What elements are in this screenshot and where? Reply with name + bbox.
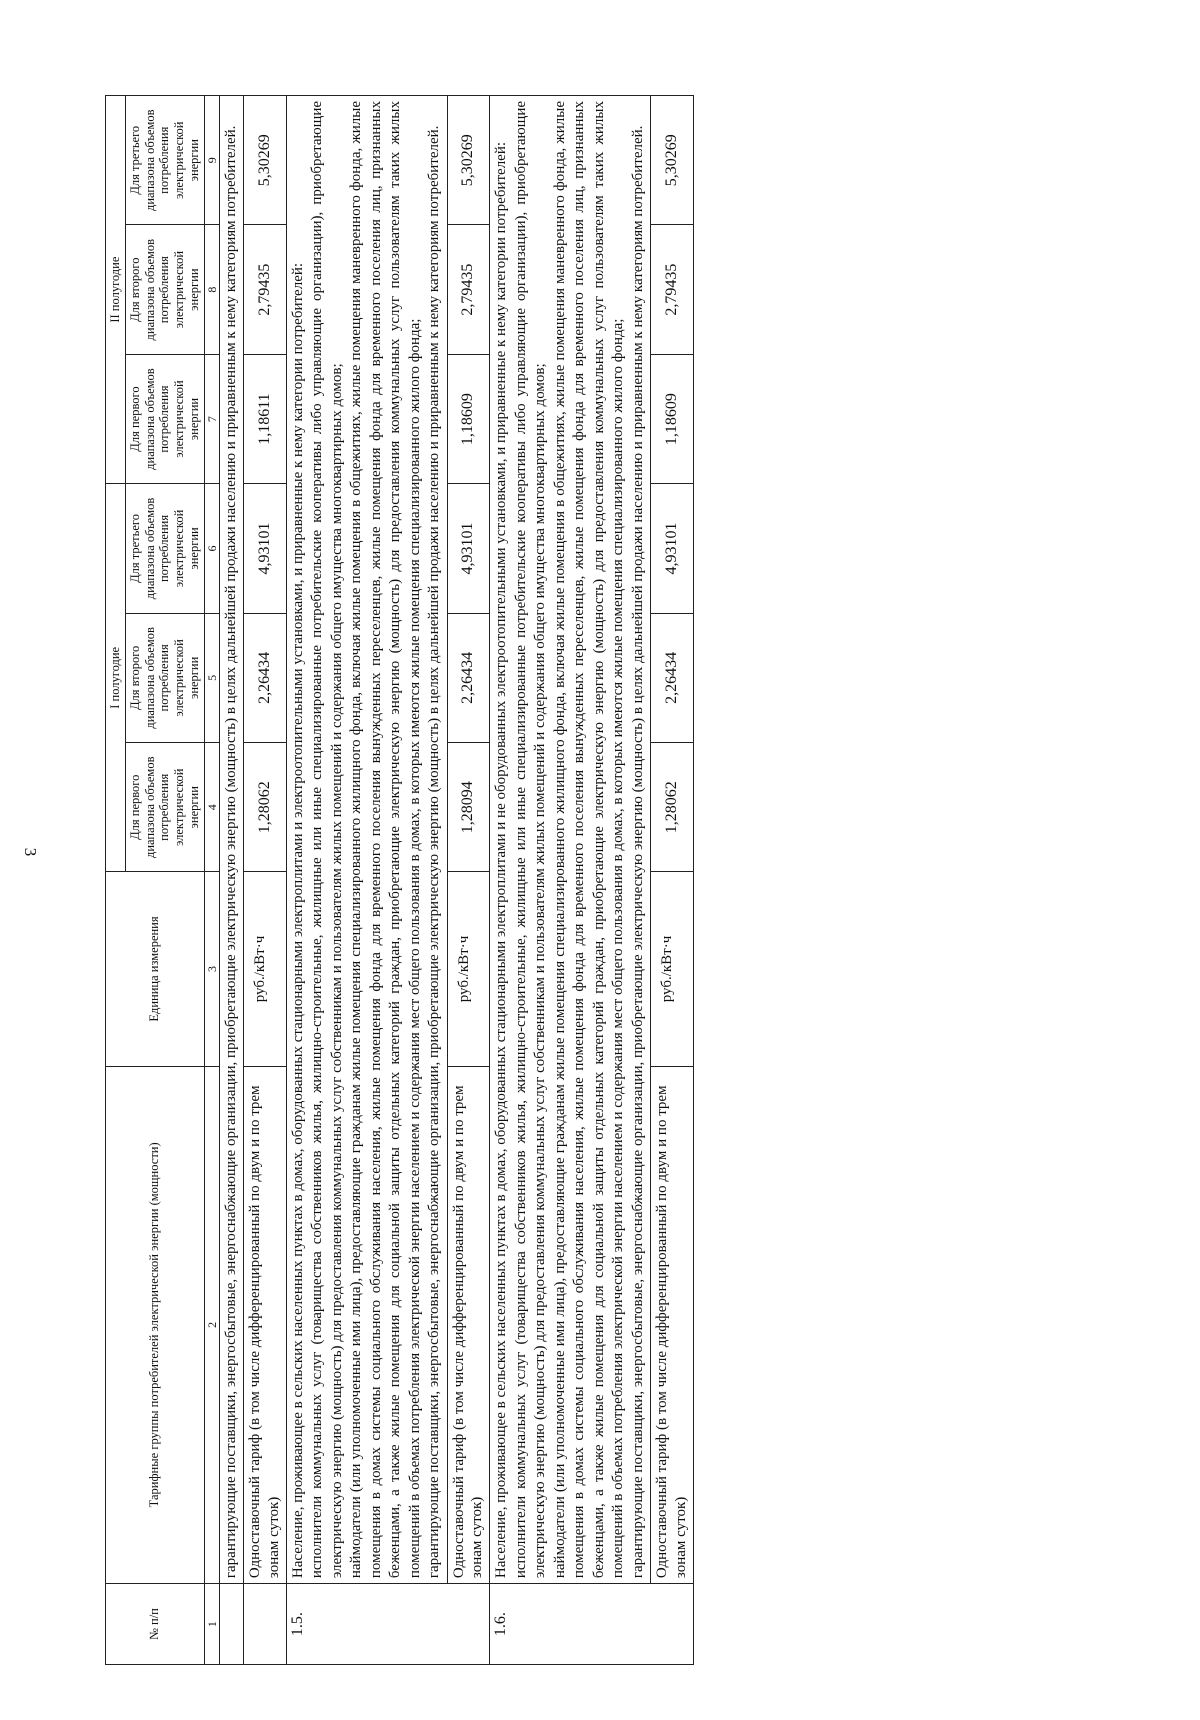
tariff-value: 2,26434	[244, 613, 287, 742]
tariff-value: 2,26434	[651, 613, 694, 742]
header-range-3: Для третьего диапазона объемов потребления электрической энергии	[125, 484, 204, 613]
table-row	[447, 96, 490, 1665]
num-cell	[244, 1584, 287, 1665]
section-number: 1.5.	[286, 1584, 490, 1665]
tariff-value: 1,28062	[651, 743, 694, 872]
table-row	[651, 96, 694, 1665]
tariff-value: 5,30269	[651, 96, 694, 225]
header-range-6: Для третьего диапазона объемов потребления электрической энергии	[125, 96, 204, 225]
column-index: 4	[204, 743, 219, 872]
column-index: 7	[204, 354, 219, 483]
tariff-unit: руб./кВт·ч	[447, 872, 490, 1066]
header-unit: Единица измерения	[106, 872, 205, 1066]
tariff-value: 1,18611	[244, 354, 287, 483]
tariff-label: Одноставочный тариф (в том числе дифференцированный по двум и по трем зонам суток)	[447, 1066, 490, 1584]
description-paragraph: исполнители коммунальных услуг (товарищества собственников жилья, жилищно-строительные, жилищные или иные специализированные потребительские кооперативы либо управляющие организации), приобретающие электрическую энергию (мощность) для предоставления коммунальных услуг собственникам и пользователям жилых помещений и содержания общего имущества многоквартирных домов;	[512, 101, 548, 1579]
tariff-value: 4,93101	[447, 484, 490, 613]
tariff-value: 4,93101	[244, 484, 287, 613]
header-range-2: Для второго диапазона объемов потребления электрической энергии	[125, 613, 204, 742]
num-cell	[219, 1584, 244, 1665]
header-range-1: Для первого диапазона объемов потребления электрической энергии	[125, 743, 204, 872]
header-range-4: Для первого диапазона объемов потребления электрической энергии	[125, 354, 204, 483]
group-description	[490, 96, 651, 1584]
tariff-value: 2,26434	[447, 613, 490, 742]
rotated-page-content	[105, 95, 1095, 1665]
table-row	[286, 96, 447, 1665]
header-half2: II полугодие	[106, 96, 126, 484]
tariff-value: 2,79435	[244, 225, 287, 354]
tariff-value: 1,18609	[447, 354, 490, 483]
tariff-label: Одноставочный тариф (в том числе дифференцированный по двум и по трем зонам суток)	[651, 1066, 694, 1584]
column-index-row	[204, 96, 219, 1665]
tariff-table	[105, 95, 694, 1665]
tariff-value: 2,79435	[651, 225, 694, 354]
tariff-value: 1,18609	[651, 354, 694, 483]
description-paragraph: наймодатели (или уполномоченные ими лица), предоставляющие гражданам жилые помещения специализированного жилищного фонда, включая жилые помещения в общежитиях, жилые помещения маневренного фонда, жилые помещения в домах системы социального обслуживания населения, жилые помещения фонда для временного поселения вынужденных переселенцев, жилые помещения фонда для временного поселения лиц, признанных беженцами, а также жилые помещения для социальной защиты отдельных категорий граждан, приобретающие электрическую энергию (мощность) для предоставления коммунальных услуг пользователям таких жилых помещений в объемах потребления электрической энергии населением и содержания мест общего пользования в домах, в которых имеются жилые помещения специализированного жилого фонда;	[348, 101, 423, 1579]
column-index: 8	[204, 225, 219, 354]
description-paragraph: Население, проживающее в сельских населенных пунктах в домах, оборудованных стационарными электроплитами и электроотопительными установками, и приравненные к нему категории потребителей:	[289, 262, 306, 1579]
tariff-value: 5,30269	[447, 96, 490, 225]
description-paragraph: Население, проживающее в сельских населенных пунктах в домах, оборудованных стационарными электроплитами и не оборудованных электроотопительными установками, и приравненные к нему категории потребителей:	[493, 141, 509, 1579]
tariff-unit: руб./кВт·ч	[244, 872, 287, 1066]
header-half1: I полугодие	[106, 484, 126, 872]
table-row	[244, 96, 287, 1665]
section-number: 1.6.	[490, 1584, 694, 1665]
column-index: 3	[204, 872, 219, 1066]
description-paragraph: наймодатели (или уполномоченные ими лица), предоставляющие гражданам жилые помещения специализированного жилищного фонда, включая жилые помещения в общежитиях, жилые помещения маневренного фонда, жилые помещения в домах системы социального обслуживания населения, жилые помещения фонда для временного поселения вынужденных переселенцев, жилые помещения фонда для временного поселения лиц, признанных беженцами, а также жилые помещения для социальной защиты отдельных категорий граждан, приобретающие электрическую энергию (мощность) для предоставления коммунальных услуг пользователям таких жилых помещений в объемах потребления электрической энергии населением и содержания мест общего пользования в домах, в которых имеются жилые помещения специализированного жилого фонда;	[551, 101, 626, 1579]
column-index: 5	[204, 613, 219, 742]
tariff-value: 1,28094	[447, 743, 490, 872]
header-group: Тарифные группы потребителей электрической энергии (мощности)	[106, 1066, 205, 1584]
header-num: № п/п	[106, 1584, 205, 1665]
tariff-value: 5,30269	[244, 96, 287, 225]
page-number: 3	[21, 847, 40, 857]
column-index: 9	[204, 96, 219, 225]
column-index: 2	[204, 1066, 219, 1584]
table-row	[219, 96, 244, 1665]
column-index: 6	[204, 484, 219, 613]
tariff-value: 2,79435	[447, 225, 490, 354]
group-description	[286, 96, 447, 1584]
group-description: гарантирующие поставщики, энергосбытовые, энергоснабжающие организации, приобретающие электрическую энергию (мощность) в целях дальнейшей продажи населению и приравненным к нему категориям потребителей.	[219, 96, 244, 1584]
description-paragraph: гарантирующие поставщики, энергосбытовые, энергоснабжающие организации, приобретающие электрическую энергию (мощность) в целях дальнейшей продажи населению и приравненным к нему категориям потребителей.	[426, 125, 442, 1579]
header-range-5: Для второго диапазона объемов потребления электрической энергии	[125, 225, 204, 354]
description-paragraph: исполнители коммунальных услуг (товарищества собственников жилья, жилищно-строительные, жилищные или иные специализированные потребительские кооперативы либо управляющие организации), приобретающие электрическую энергию (мощность) для предоставления коммунальных услуг собственникам и пользователям жилых помещений и содержания общего имущества многоквартирных домов;	[309, 101, 345, 1579]
tariff-value: 4,93101	[651, 484, 694, 613]
table-row	[490, 96, 651, 1665]
description-paragraph: гарантирующие поставщики, энергосбытовые, энергоснабжающие организации, приобретающие электрическую энергию (мощность) в целях дальнейшей продажи населению и приравненным к нему категориям потребителей.	[629, 125, 646, 1579]
tariff-value: 1,28062	[244, 743, 287, 872]
tariff-unit: руб./кВт·ч	[651, 872, 694, 1066]
tariff-label: Одноставочный тариф (в том числе дифференцированный по двум и по трем зонам суток)	[244, 1066, 287, 1584]
column-index: 1	[204, 1584, 219, 1665]
